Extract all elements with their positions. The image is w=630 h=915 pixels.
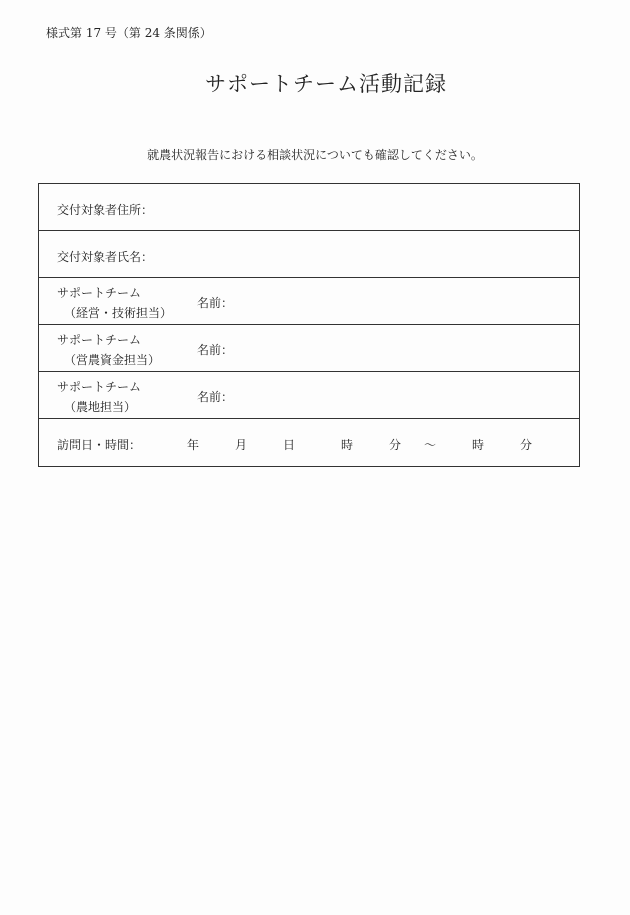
instruction-text: 就農状況報告における相談状況についても確認してください。 (147, 148, 483, 162)
team-label: サポートチーム (57, 380, 142, 394)
record-form-table (38, 183, 580, 467)
address-label: 交付対象者住所： (57, 203, 154, 217)
month-unit: 月 (235, 438, 248, 452)
member-name-label: 名前： (197, 296, 234, 310)
support-team-finance-row (39, 325, 579, 372)
end-hour-unit: 時 (472, 438, 485, 452)
page-title: サポートチーム活動記録 (205, 72, 447, 96)
day-unit: 日 (283, 438, 296, 452)
time-range-separator: ～ (424, 438, 437, 452)
team-label: サポートチーム (57, 333, 142, 347)
team-role-label: （農地担当） (64, 400, 137, 414)
year-unit: 年 (187, 438, 200, 452)
member-name-label: 名前： (197, 390, 234, 404)
start-hour-unit: 時 (341, 438, 354, 452)
visit-datetime-row (39, 419, 579, 466)
support-team-farmland-row (39, 372, 579, 419)
team-label: サポートチーム (57, 286, 142, 300)
start-minute-unit: 分 (389, 438, 402, 452)
visit-datetime-label: 訪問日・時間： (57, 438, 142, 452)
support-team-tech-row (39, 278, 579, 325)
address-row (39, 184, 579, 231)
name-label: 交付対象者氏名： (57, 250, 154, 264)
name-row (39, 231, 579, 278)
member-name-label: 名前： (197, 343, 234, 357)
team-role-label: （営農資金担当） (64, 353, 161, 367)
end-minute-unit: 分 (520, 438, 533, 452)
form-number: 様式第 17 号（第 24 条関係） (46, 26, 212, 40)
team-role-label: （経営・技術担当） (64, 306, 173, 320)
